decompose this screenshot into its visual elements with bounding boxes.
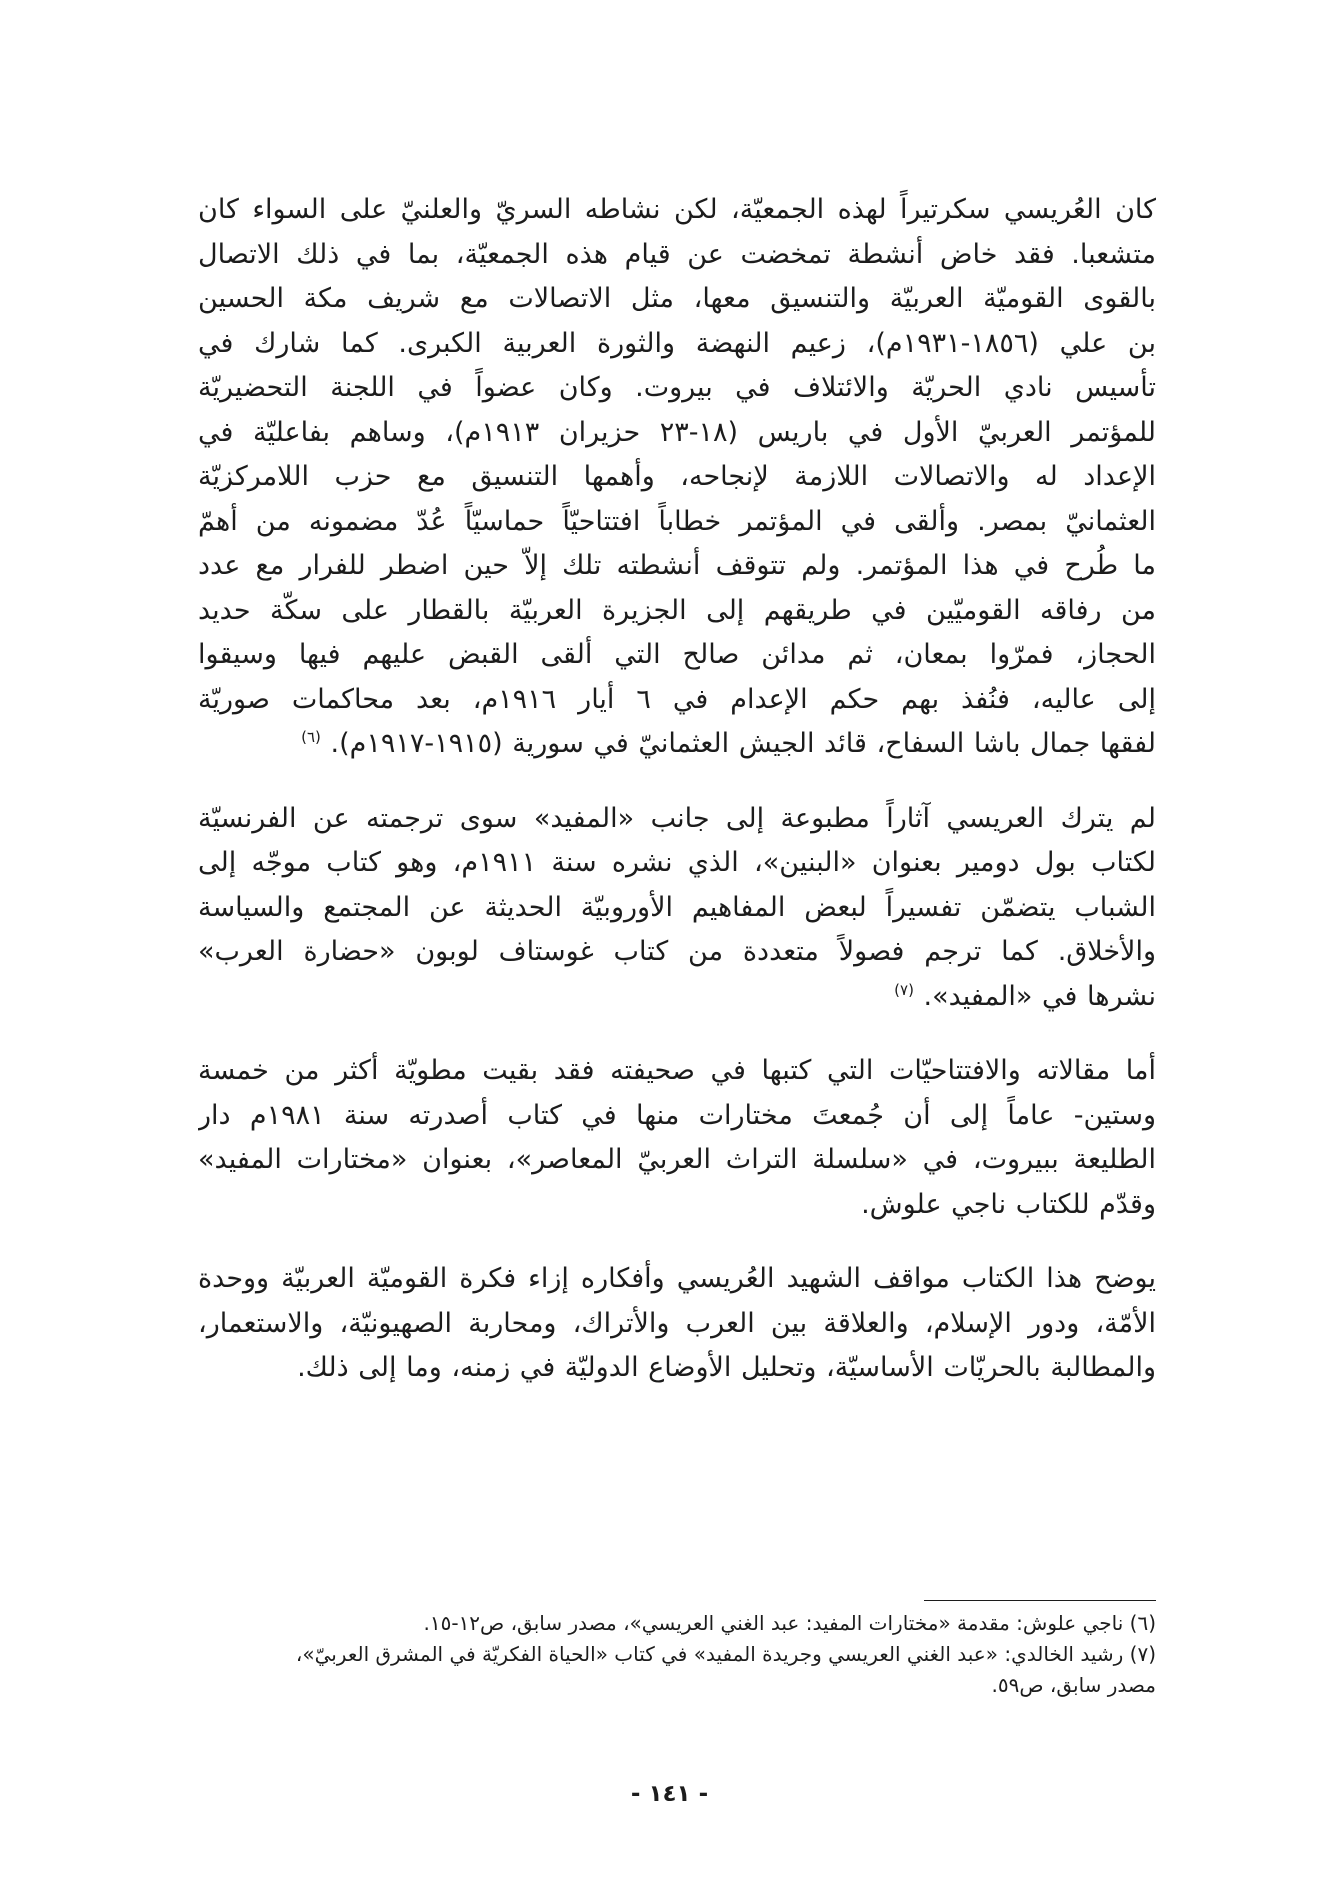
text-line: والمطالبة بالحريّات الأساسيّة، وتحليل الأوضاع الدوليّة في زمنه، وما إلى ذلك. xyxy=(297,1352,1156,1383)
footnotes xyxy=(198,1608,1156,1701)
text-line: أما مقالاته والافتتاحيّات التي كتبها في صحيفته فقد بقيت مطويّة أكثر من خمسة xyxy=(198,1055,1156,1086)
text-line: والأخلاق. كما ترجم فصولاً متعددة من كتاب غوستاف لوبون «حضارة العرب» xyxy=(198,936,1156,967)
text-line: للمؤتمر العربيّ الأول في باريس (١٨-٢٣ حزيران ١٩١٣م)، وساهم بفاعليّة في xyxy=(198,416,1156,448)
paragraph-3 xyxy=(198,1049,1156,1227)
text-line: بن علي (١٨٥٦-١٩٣١م)، زعيم النهضة والثورة العربية الكبرى. كما شارك في xyxy=(198,327,1156,359)
text-line: الطليعة ببيروت، في «سلسلة التراث العربيّ المعاصر»، بعنوان «مختارات المفيد» xyxy=(198,1144,1156,1175)
footnote-reference: (٧) xyxy=(894,980,914,999)
page-number: - ١٤١ - xyxy=(630,1781,709,1807)
text-line: بالقوى القوميّة العربيّة والتنسيق معها، مثل الاتصالات مع شريف مكة الحسين xyxy=(198,283,1156,314)
text-line: وقدّم للكتاب ناجي علوش. xyxy=(861,1188,1156,1220)
body-text xyxy=(198,188,1156,1421)
text-line: وستين- عاماً إلى أن جُمعتَ مختارات منها في كتاب أصدرته سنة ١٩٨١م دار xyxy=(198,1099,1156,1131)
footnote-7: (٧) رشيد الخالدي: «عبد الغني العريسي وجريدة المفيد» في كتاب «الحياة الفكريّة في المشرق العربيّ»، xyxy=(295,1642,1156,1666)
paragraph-1 xyxy=(198,188,1156,767)
footnote-6: (٦) ناجي علوش: مقدمة «مختارات المفيد: عبد الغني العريسي»، مصدر سابق، ص١٢-١٥. xyxy=(423,1611,1156,1635)
text-line: تأسيس نادي الحريّة والائتلاف في بيروت. وكان عضواً في اللجنة التحضيريّة xyxy=(198,372,1156,403)
text-line: إلى عاليه، فنُفذ بهم حكم الإعدام في ٦ أيار ١٩١٦م، بعد محاكمات صوريّة xyxy=(198,683,1156,715)
footnote-7-continuation: مصدر سابق، ص٥٩. xyxy=(991,1673,1156,1697)
text-line: متشعبا. فقد خاض أنشطة تمخضت عن قيام هذه الجمعيّة، بما في ذلك الاتصال xyxy=(198,238,1156,270)
text-line: من رفاقه القوميّين في طريقهم إلى الجزيرة العربيّة بالقطار على سكّة حديد xyxy=(198,594,1156,626)
text-line: الإعداد له والاتصالات اللازمة لإنجاحه، وأهمها التنسيق مع حزب اللامركزيّة xyxy=(198,461,1156,492)
text-line: الشباب يتضمّن تفسيراً لبعض المفاهيم الأوروبيّة الحديثة عن المجتمع والسياسة xyxy=(198,891,1156,923)
text-line: العثمانيّ بمصر. وألقى في المؤتمر خطاباً افتتاحيّاً حماسيّاً عُدّ مضمونه من أهمّ xyxy=(198,505,1156,537)
text-line: لكتاب بول دومير بعنوان «البنين»، الذي نشره سنة ١٩١١م، وهو كتاب موجّه إلى xyxy=(198,847,1156,878)
footnote-reference: (٦) xyxy=(301,728,321,746)
text-line-content: نشرها في «المفيد». xyxy=(923,980,1156,1012)
footnote-separator xyxy=(924,1600,1156,1601)
text-line: ما طُرح في هذا المؤتمر. ولم تتوقف أنشطته تلك إلاّ حين اضطر للفرار مع عدد xyxy=(198,550,1156,581)
text-line xyxy=(198,975,1156,1020)
text-line: الأمّة، ودور الإسلام، والعلاقة بين العرب والأتراك، ومحاربة الصهيونيّة، والاستعمار، xyxy=(198,1307,1156,1339)
text-line-content: لفقها جمال باشا السفاح، قائد الجيش العثمانيّ في سورية (١٩١٥-١٩١٧م). xyxy=(330,728,1156,759)
text-line: كان العُريسي سكرتيراً لهذه الجمعيّة، لكن نشاطه السريّ والعلنيّ على السواء كان xyxy=(198,194,1156,225)
text-line: يوضح هذا الكتاب مواقف الشهيد العُريسي وأفكاره إزاء فكرة القوميّة العربيّة ووحدة xyxy=(198,1263,1156,1294)
paragraph-4 xyxy=(198,1257,1156,1391)
text-line: لم يترك العريسي آثاراً مطبوعة إلى جانب «المفيد» سوى ترجمته عن الفرنسيّة xyxy=(198,802,1156,834)
text-line xyxy=(198,722,1156,767)
paragraph-2 xyxy=(198,797,1156,1020)
text-line: الحجاز، فمرّوا بمعان، ثم مدائن صالح التي ألقى القبض عليهم فيها وسيقوا xyxy=(198,639,1156,670)
